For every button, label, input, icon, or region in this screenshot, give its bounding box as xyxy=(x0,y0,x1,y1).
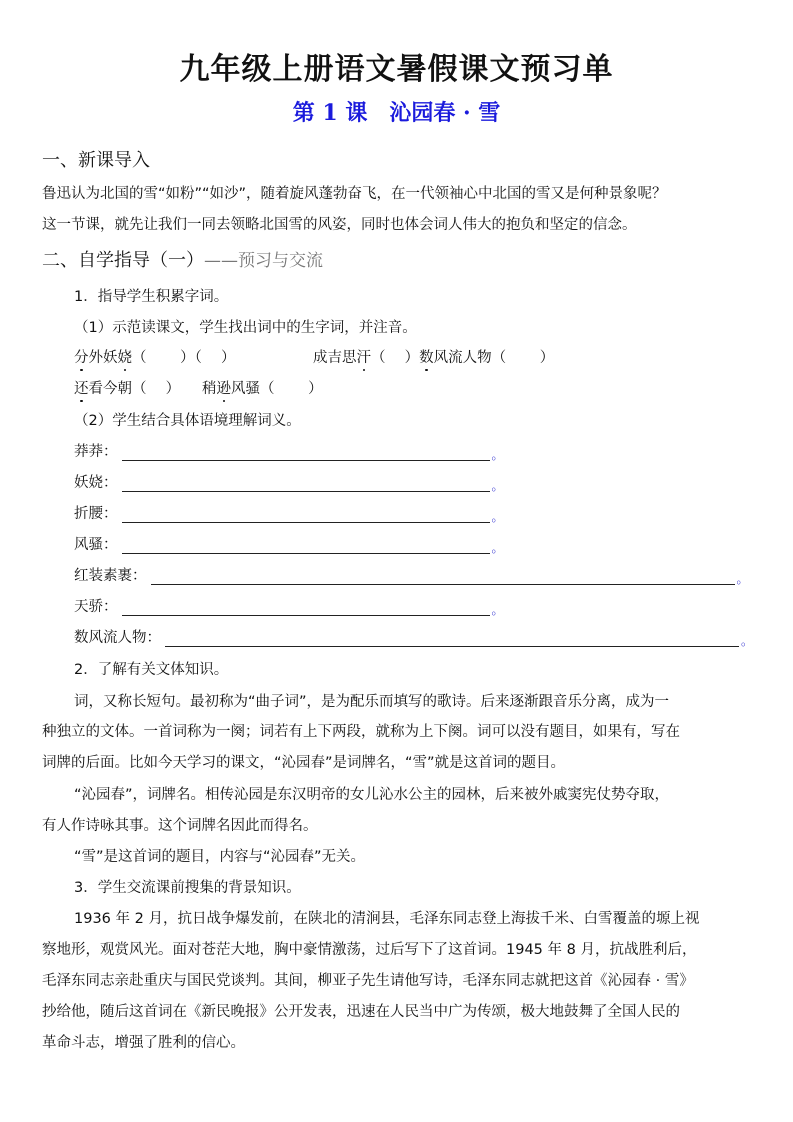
vocab-term: 莽莽： xyxy=(74,444,118,460)
dotted-char: 娆 xyxy=(117,350,132,366)
page-title: 九年级上册语文暑假课文预习单 xyxy=(179,52,614,87)
word-group-4: 稍逊风骚（ ） xyxy=(202,381,323,397)
vocab-row: 妖娆： 。 xyxy=(74,471,504,492)
vocab-term: 天骄： xyxy=(74,599,118,615)
body-line: 革命斗志，增强了胜利的信心。 xyxy=(42,1035,245,1051)
dotted-char: 数 xyxy=(419,350,434,366)
body-line: 词牌的后面。比如今天学习的课文，“沁园春”是词牌名，“雪”就是这首词的题目。 xyxy=(42,755,566,771)
vocab-term: 妖娆： xyxy=(74,475,118,491)
vocab-row: 风骚： 。 xyxy=(74,533,504,554)
answer-blank[interactable] xyxy=(122,601,490,616)
answer-blank[interactable] xyxy=(151,570,735,585)
dotted-char: 还 xyxy=(74,381,89,397)
item3-label: 3．学生交流课前搜集的背景知识。 xyxy=(74,880,301,896)
dotted-char: 汗 xyxy=(356,350,371,366)
answer-blank[interactable] xyxy=(165,632,739,647)
section1-heading: 一、新课导入 xyxy=(42,150,150,171)
vocab-row: 天骄： 。 xyxy=(74,595,504,616)
vocab-row: 数风流人物： 。 xyxy=(74,626,753,647)
answer-blank[interactable] xyxy=(122,446,490,461)
vocab-term: 红装素裹： xyxy=(74,568,147,584)
intro-line: 这一节课，就先让我们一同去领略北国雪的风姿，同时也体会词人伟大的抱负和坚定的信念。 xyxy=(42,217,637,233)
body-line: 察地形，观赏风光。面对苍茫大地，胸中豪情激荡，过后写下了这首词。1945 年 8 月，抗战胜利后， xyxy=(42,942,697,958)
word-group-3: 还看今朝（ ） xyxy=(74,381,181,397)
vocab-term: 数风流人物： xyxy=(74,630,161,646)
section2-heading xyxy=(42,246,323,272)
item2-label: 2．了解有关文体知识。 xyxy=(74,662,229,678)
answer-blank[interactable] xyxy=(122,508,490,523)
body-line: “雪”是这首词的题目，内容与“沁园春”无关。 xyxy=(74,849,366,865)
dotted-char: 分 xyxy=(74,350,89,366)
body-line: “沁园春”，词牌名。相传沁园是东汉明帝的女儿沁水公主的园林，后来被外戚窦宪仗势夺取， xyxy=(74,787,670,803)
word-group-2: 成吉思汗（ ）数风流人物（ ） xyxy=(313,350,555,366)
section2-heading-suffix: ——预习与交流 xyxy=(204,251,323,271)
body-line: 有人作诗咏其事。这个词牌名因此而得名。 xyxy=(42,818,318,834)
section2-heading-main: 二、自学指导（一） xyxy=(42,250,204,271)
item1-sub1: （1）示范读课文，学生找出词中的生字词，并注音。 xyxy=(74,320,417,336)
lesson-number: 第 1 课 xyxy=(292,100,368,126)
item1-label: 1．指导学生积累字词。 xyxy=(74,289,229,305)
body-line: 种独立的文体。一首词称为一阕；词若有上下两段，就称为上下阕。词可以没有题目，如果有，写在 xyxy=(42,724,680,740)
vocab-row: 折腰： 。 xyxy=(74,502,504,523)
vocab-row: 莽莽： 。 xyxy=(74,440,504,461)
intro-line: 鲁迅认为北国的雪“如粉”“如沙”，随着旋风蓬勃奋飞，在一代领袖心中北国的雪又是何种景象呢？ xyxy=(42,186,667,202)
vocab-term: 折腰： xyxy=(74,506,118,522)
vocab-term: 风骚： xyxy=(74,537,118,553)
answer-blank[interactable] xyxy=(122,477,490,492)
lesson-title xyxy=(0,96,793,127)
item1-sub2: （2）学生结合具体语境理解词义。 xyxy=(74,413,301,429)
answer-blank[interactable] xyxy=(122,539,490,554)
body-line: 词，又称长短句。最初称为“曲子词”，是为配乐而填写的歌诗。后来逐渐跟音乐分离，成为一 xyxy=(74,694,670,710)
word-group-1: 分外妖娆（ ）（ ） xyxy=(74,350,236,366)
vocab-row: 红装素裹： 。 xyxy=(74,564,749,585)
dotted-char: 逊 xyxy=(216,381,231,397)
body-line: 1936 年 2 月，抗日战争爆发前，在陕北的清涧县，毛泽东同志登上海拔千米、白雪覆盖的塬上视 xyxy=(74,911,700,927)
lesson-name: 沁园春 · 雪 xyxy=(389,100,501,126)
body-line: 毛泽东同志亲赴重庆与国民党谈判。其间，柳亚子先生请他写诗，毛泽东同志就把这首《沁园春 · 雪》 xyxy=(42,973,694,989)
body-line: 抄给他，随后这首词在《新民晚报》公开发表，迅速在人民当中广为传颂，极大地鼓舞了全国人民的 xyxy=(42,1004,680,1020)
